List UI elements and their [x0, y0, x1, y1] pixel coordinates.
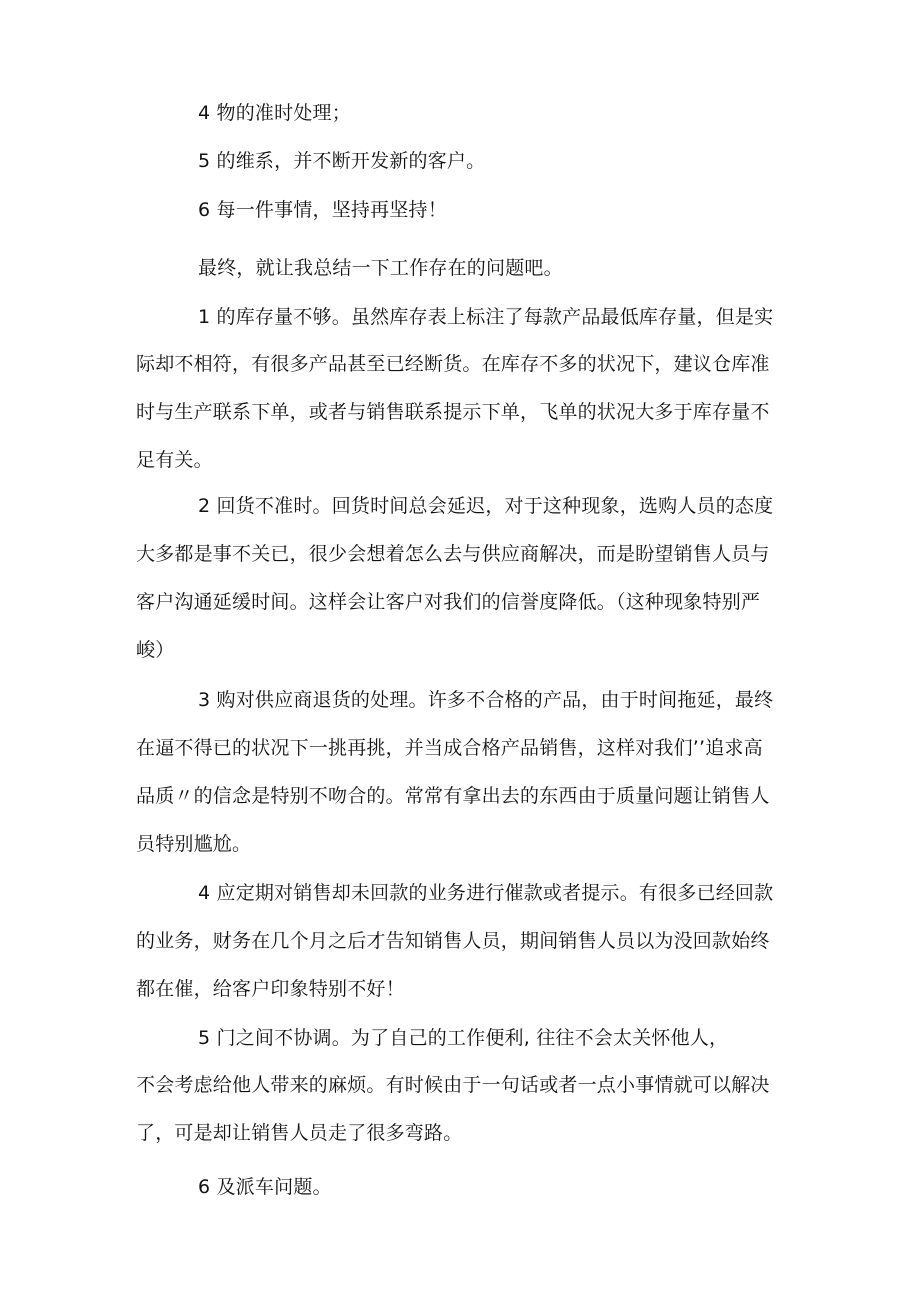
text-line: 2 回货不准时。回货时间总会延迟，对于这种现象，选购人员的态度	[198, 495, 774, 517]
text-line: 3 购对供应商退货的处理。许多不合格的产品，由于时间拖延，最终	[198, 689, 774, 711]
text-line: 6 及派车问题。	[198, 1176, 332, 1198]
text-line: 4 物的准时处理；	[198, 102, 351, 124]
text-line: 时与生产联系下单，或者与销售联系提示下单，飞单的状况大多于库存量不	[136, 401, 770, 423]
text-line: 6 每一件事情，坚持再坚持！	[198, 199, 447, 221]
text-line: 不会考虑给他人带来的麻烦。有时候由于一句话或者一点小事情就可以解决	[136, 1074, 770, 1096]
text-line: 际却不相符，有很多产品甚至已经断货。在库存不多的状况下，建议仓库准	[136, 353, 770, 375]
text-line: 品质〃的信念是特别不吻合的。常常有拿出去的东西由于质量问题让销售人	[136, 785, 770, 807]
text-line: 员特别尴尬。	[136, 833, 252, 855]
text-line: 客户沟通延缓时间。这样会让客户对我们的信誉度降低。（这种现象特别严	[136, 591, 761, 613]
text-line: 足有关。	[136, 449, 213, 471]
text-line: 的业务，财务在几个月之后才告知销售人员，期间销售人员以为没回款始终	[136, 930, 770, 952]
text-line: 在逼不得已的状况下一挑再挑，并当成合格产品销售，这样对我们’’追求高	[136, 737, 763, 759]
text-line: 5 的维系，并不断开发新的客户。	[198, 150, 486, 172]
text-line: 了，可是却让销售人员走了很多弯路。	[136, 1122, 463, 1144]
text-line: 峻）	[136, 639, 175, 661]
text-line: 1 的库存量不够。虽然库存表上标注了每款产品最低库存量，但是实	[198, 306, 774, 328]
text-line: 都在催，给客户印象特别不好！	[136, 978, 405, 1000]
text-line: 5 门之间不协调。为了自己的工作便利, 往往不会太关怀他人，	[198, 1027, 729, 1049]
text-line: 最终，就让我总结一下工作存在的问题吧。	[198, 257, 563, 279]
text-line: 大多都是事不关已，很少会想着怎么去与供应商解决，而是盼望销售人员与	[136, 543, 770, 565]
text-line: 4 应定期对销售却未回款的业务进行催款或者提示。有很多已经回款	[198, 882, 774, 904]
